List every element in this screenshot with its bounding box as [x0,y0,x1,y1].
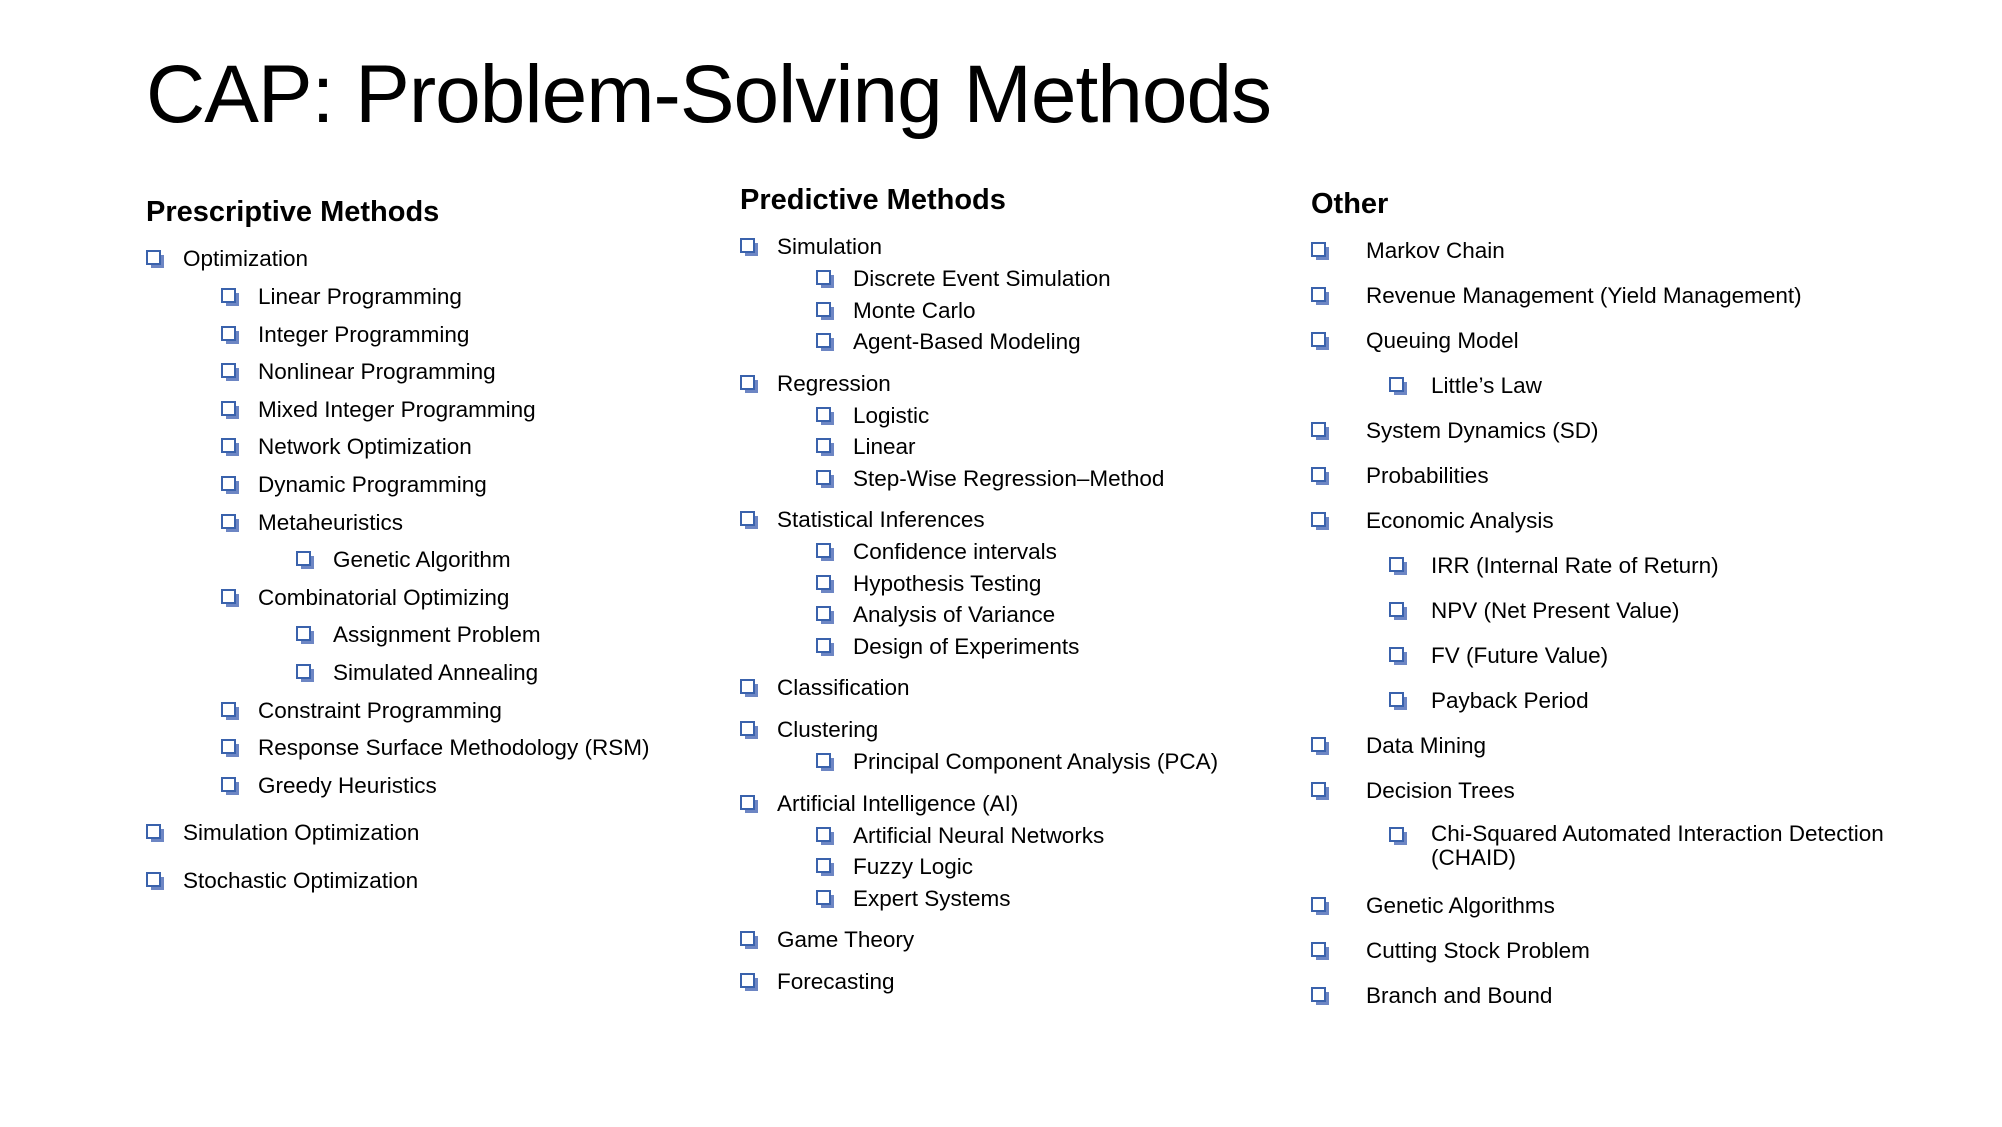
hollow-square-bullet-icon [221,326,236,341]
hollow-square-bullet-icon [740,375,755,390]
list-item-rsm: Response Surface Methodology (RSM) [146,734,706,772]
list-item-hypothesis-testing: Hypothesis Testing [740,570,1300,602]
hollow-square-bullet-icon [740,721,755,736]
hollow-square-bullet-icon [296,664,311,679]
hollow-square-bullet-icon [221,739,236,754]
hollow-square-bullet-icon [1389,377,1404,392]
list-item-discrete-event-simulation: Discrete Event Simulation [740,265,1300,297]
hollow-square-bullet-icon [1311,942,1326,957]
list-item-decision-trees: Decision Trees [1311,777,1951,822]
hollow-square-bullet-icon [816,543,831,558]
hollow-square-bullet-icon [1389,557,1404,572]
list-item-clustering: Clustering [740,716,1300,748]
slide-title: CAP: Problem-Solving Methods [146,49,1272,140]
list-item-fuzzy-logic: Fuzzy Logic [740,853,1300,885]
hollow-square-bullet-icon [1311,897,1326,912]
prescriptive-methods-heading: Prescriptive Methods [146,196,440,228]
hollow-square-bullet-icon [1311,422,1326,437]
hollow-square-bullet-icon [1389,602,1404,617]
list-item-markov-chain: Markov Chain [1311,237,1951,282]
list-item-logistic: Logistic [740,402,1300,434]
prescriptive-methods-column [146,196,706,905]
list-item-metaheuristics: Metaheuristics [146,509,706,547]
hollow-square-bullet-icon [816,575,831,590]
hollow-square-bullet-icon [1311,737,1326,752]
list-item-pca: Principal Component Analysis (PCA) [740,748,1300,780]
hollow-square-bullet-icon [816,606,831,621]
list-item-nonlinear-programming: Nonlinear Programming [146,358,706,396]
list-item-chaid: Chi-Squared Automated Interaction Detection (CHAID) [1311,822,1951,892]
spacer [740,360,1300,370]
hollow-square-bullet-icon [816,858,831,873]
list-item-forecasting: Forecasting [740,968,1300,1000]
list-item-statistical-inferences: Statistical Inferences [740,506,1300,538]
other-methods-column [1311,188,1951,1027]
hollow-square-bullet-icon [816,753,831,768]
hollow-square-bullet-icon [221,288,236,303]
list-item-combinatorial-optimizing: Combinatorial Optimizing [146,584,706,622]
spacer [146,857,706,867]
hollow-square-bullet-icon [816,302,831,317]
list-item-queuing-model: Queuing Model [1311,327,1951,372]
hollow-square-bullet-icon [221,589,236,604]
hollow-square-bullet-icon [1389,692,1404,707]
hollow-square-bullet-icon [816,407,831,422]
list-item-genetic-algorithms: Genetic Algorithms [1311,892,1951,937]
list-item-cutting-stock-problem: Cutting Stock Problem [1311,937,1951,982]
hollow-square-bullet-icon [816,438,831,453]
hollow-square-bullet-icon [1311,332,1326,347]
list-item-payback-period: Payback Period [1311,687,1951,732]
hollow-square-bullet-icon [816,827,831,842]
list-item-genetic-algorithm: Genetic Algorithm [146,546,706,584]
spacer [740,916,1300,926]
list-item-stochastic-optimization: Stochastic Optimization [146,867,706,905]
list-item-data-mining: Data Mining [1311,732,1951,777]
list-item-optimization: Optimization [146,245,706,283]
hollow-square-bullet-icon [740,238,755,253]
hollow-square-bullet-icon [1389,647,1404,662]
list-item-analysis-of-variance: Analysis of Variance [740,601,1300,633]
list-item-simulated-annealing: Simulated Annealing [146,659,706,697]
hollow-square-bullet-icon [1311,512,1326,527]
list-item-expert-systems: Expert Systems [740,885,1300,917]
list-item-confidence-intervals: Confidence intervals [740,538,1300,570]
predictive-methods-column [740,184,1300,1000]
list-item-littles-law: Little’s Law [1311,372,1951,417]
hollow-square-bullet-icon [146,824,161,839]
list-item-classification: Classification [740,674,1300,706]
hollow-square-bullet-icon [296,626,311,641]
list-item-probabilities: Probabilities [1311,462,1951,507]
list-item-linear: Linear [740,433,1300,465]
list-item-artificial-neural-networks: Artificial Neural Networks [740,822,1300,854]
hollow-square-bullet-icon [1311,287,1326,302]
list-item-regression: Regression [740,370,1300,402]
list-item-agent-based-modeling: Agent-Based Modeling [740,328,1300,360]
hollow-square-bullet-icon [816,890,831,905]
hollow-square-bullet-icon [816,638,831,653]
spacer [740,706,1300,716]
list-item-npv: NPV (Net Present Value) [1311,597,1951,642]
list-item-network-optimization: Network Optimization [146,433,706,471]
hollow-square-bullet-icon [1311,782,1326,797]
hollow-square-bullet-icon [221,777,236,792]
hollow-square-bullet-icon [221,401,236,416]
hollow-square-bullet-icon [740,511,755,526]
hollow-square-bullet-icon [816,470,831,485]
hollow-square-bullet-icon [740,973,755,988]
hollow-square-bullet-icon [146,250,161,265]
spacer [740,958,1300,968]
list-item-linear-programming: Linear Programming [146,283,706,321]
list-item-artificial-intelligence: Artificial Intelligence (AI) [740,790,1300,822]
hollow-square-bullet-icon [1311,242,1326,257]
list-item-design-of-experiments: Design of Experiments [740,633,1300,665]
list-item-irr: IRR (Internal Rate of Return) [1311,552,1951,597]
hollow-square-bullet-icon [221,476,236,491]
list-item-simulation-optimization: Simulation Optimization [146,819,706,857]
hollow-square-bullet-icon [816,270,831,285]
hollow-square-bullet-icon [221,438,236,453]
list-item-constraint-programming: Constraint Programming [146,697,706,735]
list-item-step-wise-regression: Step-Wise Regression–Method [740,465,1300,497]
list-item-simulation: Simulation [740,233,1300,265]
list-item-revenue-management: Revenue Management (Yield Management) [1311,282,1951,327]
spacer [146,809,706,819]
hollow-square-bullet-icon [1311,987,1326,1002]
list-item-game-theory: Game Theory [740,926,1300,958]
list-item-mixed-integer-programming: Mixed Integer Programming [146,396,706,434]
hollow-square-bullet-icon [146,872,161,887]
hollow-square-bullet-icon [221,363,236,378]
list-item-integer-programming: Integer Programming [146,321,706,359]
list-item-dynamic-programming: Dynamic Programming [146,471,706,509]
spacer [740,496,1300,506]
hollow-square-bullet-icon [221,702,236,717]
list-item-branch-and-bound: Branch and Bound [1311,982,1951,1027]
list-item-assignment-problem: Assignment Problem [146,621,706,659]
list-item-fv: FV (Future Value) [1311,642,1951,687]
spacer [740,780,1300,790]
hollow-square-bullet-icon [740,679,755,694]
other-methods-heading: Other [1311,188,1389,220]
list-item-greedy-heuristics: Greedy Heuristics [146,772,706,810]
hollow-square-bullet-icon [221,514,236,529]
spacer [740,664,1300,674]
predictive-methods-heading: Predictive Methods [740,184,1006,216]
hollow-square-bullet-icon [740,795,755,810]
hollow-square-bullet-icon [816,333,831,348]
hollow-square-bullet-icon [296,551,311,566]
hollow-square-bullet-icon [1311,467,1326,482]
list-item-economic-analysis: Economic Analysis [1311,507,1951,552]
list-item-monte-carlo: Monte Carlo [740,297,1300,329]
list-item-system-dynamics: System Dynamics (SD) [1311,417,1951,462]
hollow-square-bullet-icon [1389,827,1404,842]
hollow-square-bullet-icon [740,931,755,946]
